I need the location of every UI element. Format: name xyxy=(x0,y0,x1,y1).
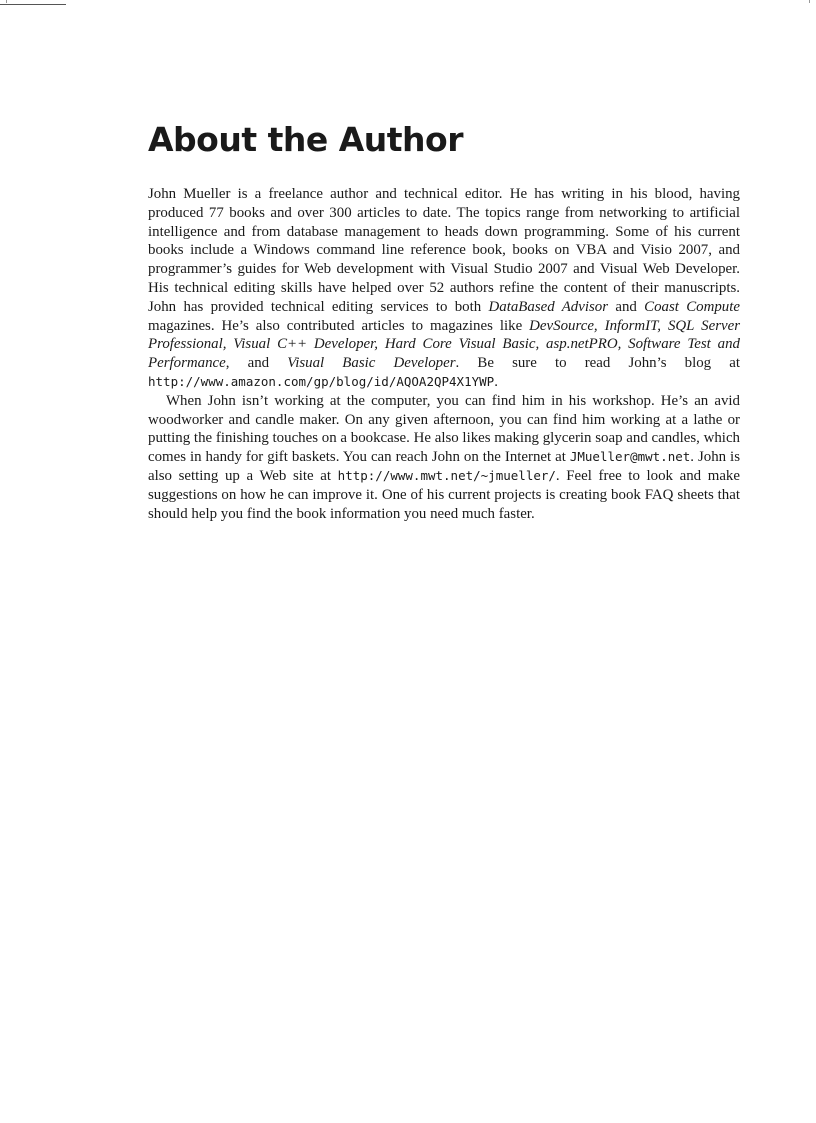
text-run: . xyxy=(494,373,498,390)
magazine-list: DevSource, InformIT, SQL Server Professional, Visual C++ Developer, Hard Core Visual Basic, asp.netPRO, Software Test and Performance xyxy=(148,317,741,372)
text-run: magazines. He’s also contributed articles to magazines like xyxy=(148,317,530,334)
magazine-name: Coast Compute xyxy=(644,298,741,315)
magazine-name: Visual Basic Developer xyxy=(287,355,456,372)
crop-mark-line xyxy=(0,4,66,5)
crop-mark-left xyxy=(6,0,7,3)
text-run: . Feel free to look and make suggestions on how he can improve it. One of his current projects is creating book FAQ sheets that should help you find the book information you need much faster. xyxy=(148,467,740,522)
text-run: . Be sure to read John’s blog at xyxy=(455,355,740,372)
document-page xyxy=(148,118,740,523)
bio-paragraph-1 xyxy=(148,185,740,392)
blog-url: http://www.amazon.com/gp/blog/id/AQOA2QP4X1YWP xyxy=(148,373,495,389)
crop-mark-right xyxy=(809,0,810,3)
text-run: , and xyxy=(225,355,288,372)
text-run: . John is also setting up a Web site at xyxy=(148,449,740,484)
email-address: JMueller@mwt.net xyxy=(569,449,691,465)
website-url: http://www.mwt.net/~jmueller/ xyxy=(337,467,556,483)
text-run: When John isn’t working at the computer, you can find him in his workshop. He’s an avid woodworker and candle maker. On any given afternoon, you can find him working at a lathe or putting the finishing touches on a bookcase. He also likes making glycerin soap and candles, which comes in handy for gift baskets. You can reach John on the Internet at xyxy=(148,392,740,466)
magazine-name: DataBased Advisor xyxy=(488,298,609,315)
text-run: and xyxy=(608,298,645,315)
bio-paragraph-2 xyxy=(148,392,740,524)
text-run: John Mueller is a freelance author and technical editor. He has writing in his blood, having produced 77 books and over 300 articles to date. The topics range from networking to artificial intelligence and from database management to heads down programming. Some of his current books include a Windows command line reference book, books on VBA and Visio 2007, and programmer’s guides for Web development with Visual Studio 2007 and Visual Web Developer. His technical editing skills have helped over 52 authors refine the content of their manuscripts. John has provided technical editing services to both xyxy=(148,186,740,315)
page-title: About the Author xyxy=(148,120,463,159)
